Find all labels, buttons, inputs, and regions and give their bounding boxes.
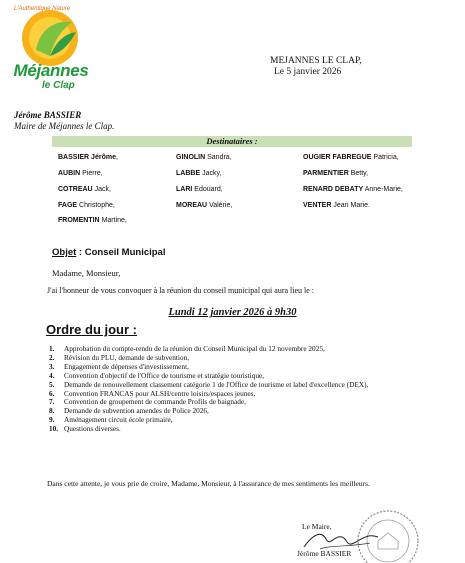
subject-line bbox=[52, 247, 165, 258]
closing-text: Dans cette attente, je vous prie de croire, Madame, Monsieur, à l'assurance de mes sentiments les meilleurs. bbox=[47, 479, 370, 488]
meeting-datetime: Lundi 12 janvier 2026 à 9h30 bbox=[168, 307, 297, 318]
salutation: Madame, Monsieur, bbox=[52, 268, 121, 278]
subject-label: Objet bbox=[52, 247, 77, 258]
agenda-item: 7. Convention de groupement de commande Profils de baignade, bbox=[49, 397, 246, 407]
recipients-title: Destinataires : bbox=[206, 136, 258, 146]
recipient: OUGIER FABREGUE Patricia, bbox=[303, 154, 399, 161]
recipient: MOREAU Valérie, bbox=[176, 202, 233, 209]
author-role: Maire de Méjannes le Clap. bbox=[14, 121, 115, 131]
agenda-item: 1. Approbation du compte-rendu de la réunion du Conseil Municipal du 12 novembre 2025, bbox=[49, 344, 325, 353]
recipient: FROMENTIN Martine, bbox=[58, 217, 127, 224]
logo-brand-sub: le Clap bbox=[42, 80, 75, 91]
agenda-item: 6. Convention FRANCAS pour ALSH/centre loisirs/espaces jeunes, bbox=[49, 388, 256, 398]
agenda-item: 8. Demande de subvention amendes de Police 2026, bbox=[49, 406, 209, 416]
signature-name: Jérôme BASSIER bbox=[297, 549, 352, 558]
agenda-item: 10. Questions diverses. bbox=[49, 424, 121, 434]
signature-title: Le Maire, bbox=[302, 522, 332, 531]
author-name: Jérôme BASSIER bbox=[14, 110, 82, 120]
letter-place: MEJANNES LE CLAP, bbox=[270, 56, 362, 66]
agenda-item: 3. Engagement de dépenses d'investissement, bbox=[49, 361, 189, 371]
agenda-item: 4. Convention d'objectif de l'Office de tourisme et stratégie touristique, bbox=[49, 370, 265, 380]
recipient: AUBIN Pierre, bbox=[58, 170, 103, 177]
convocation-text: J'ai l'honneur de vous convoquer à la réunion du conseil municipal qui aura lieu le : bbox=[47, 286, 315, 295]
recipient: LARI Edouard, bbox=[176, 186, 223, 193]
subject-text: : Conseil Municipal bbox=[78, 247, 166, 258]
recipient: GINOLIN Sandra, bbox=[176, 154, 232, 161]
agenda-item: 2. Révision du PLU, demande de subvention, bbox=[49, 352, 190, 362]
logo-brand: Méjannes bbox=[13, 61, 89, 80]
agenda-item: 5. Demande de renouvellement classement catégorie 1 de l'Office de tourisme et label d'excellence (DEX), bbox=[49, 379, 369, 389]
recipient: BASSIER Jérôme, bbox=[58, 154, 118, 161]
recipient: FAGE Christophe, bbox=[58, 202, 115, 209]
logo-tagline: L'Authentique Nature bbox=[14, 6, 71, 12]
recipient: COTREAU Jack, bbox=[58, 186, 111, 193]
recipient: LABBE Jacky, bbox=[176, 170, 222, 177]
recipient: RENARD DEBATY Anne-Marie, bbox=[303, 186, 403, 193]
letter-date: Le 5 janvier 2026 bbox=[274, 67, 342, 77]
recipient: VENTER Jean Marie. bbox=[303, 202, 370, 209]
agenda-title: Ordre du jour : bbox=[46, 322, 137, 337]
recipient: PARMENTIER Betty, bbox=[303, 170, 369, 177]
agenda-list bbox=[49, 345, 417, 434]
agenda-item: 9. Aménagement circuit école primaire, bbox=[49, 415, 173, 425]
